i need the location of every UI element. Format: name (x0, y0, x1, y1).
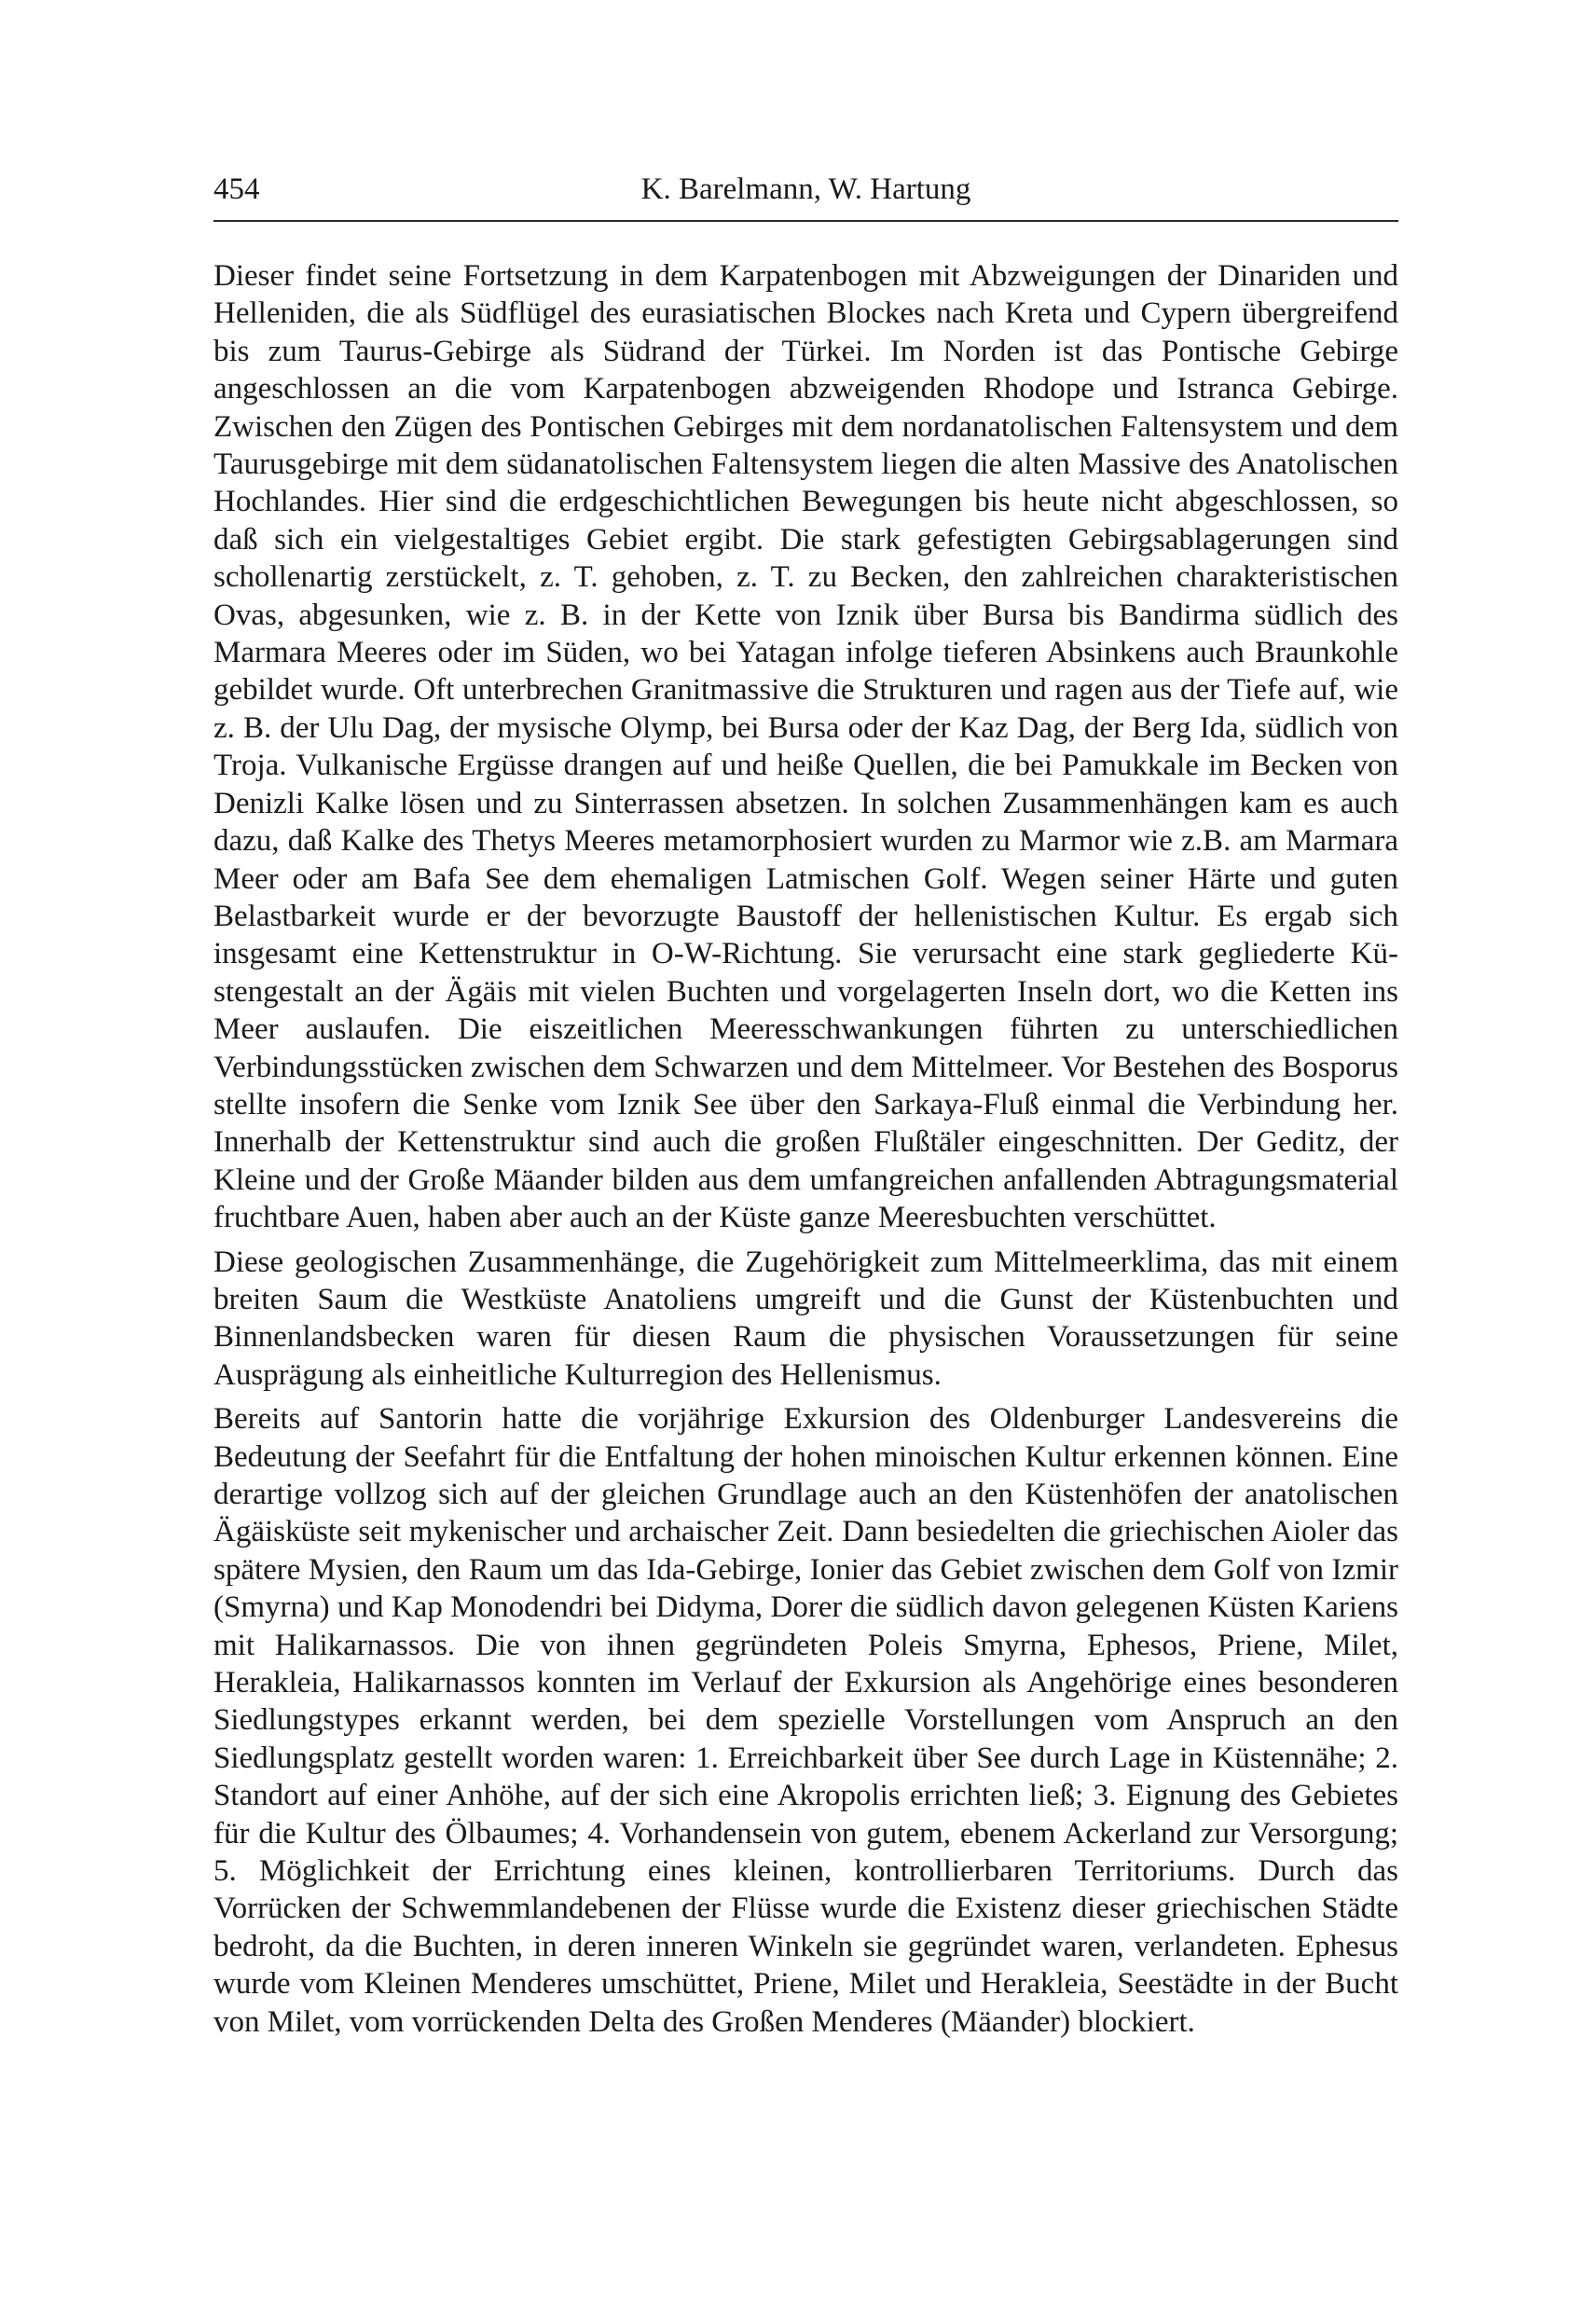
paragraph-climate: Diese geologischen Zusammenhänge, die Zugehörigkeit zum Mittelmeerklima, das mit einem breiten Saum die Westküste Anatoliens umgreift und die Gunst der Küstenbuchten und Binnenlandsbecken waren für diesen Raum die physischen Voraussetzungen für seine Ausprägung als einheitliche Kulturregion des Hellenismus. (213, 1245, 1398, 1392)
body-text (213, 257, 1398, 2047)
running-title: K. Barelmann, W. Hartung (640, 172, 971, 206)
paragraph-geology: Dieser findet seine Fortsetzung in dem Karpatenbogen mit Abzweigungen der Dinariden und Helleniden, die als Südflügel des eurasiatischen Blockes nach Kreta und Cypern übergreifend bis zum Taurus-Gebirge als Südrand der Türkei. Im Norden ist das Pontische Gebirge angeschlossen an die vom Karpatenbogen abzweigenden Rhodope und Istranca Gebirge. Zwischen den Zügen des Pontischen Gebirges mit dem nordanatolischen Faltensystem und dem Taurusgebirge mit dem südanatolischen Faltensystem liegen die alten Massive des Anatolischen Hochlandes. Hier sind die erdgeschichtlichen Bewegungen bis heute nicht abgeschlossen, so daß sich ein vielgestaltiges Gebiet ergibt. Die stark gefestigten Gebirgsablagerungen sind schollenartig zerstückelt, z. T. gehoben, z. T. zu Becken, den zahlreichen charakteristischen Ovas, abgesunken, wie z. B. in der Kette von Iznik über Bursa bis Bandirma südlich des Marmara Meeres oder im Süden, wo bei Yatagan infolge tieferen Absinkens auch Braunkohle gebildet wurde. Oft unterbrechen Granitmassive die Strukturen und ragen aus der Tiefe auf, wie z. B. der Ulu Dag, der mysische Olymp, bei Bursa oder der Kaz Dag, der Berg Ida, südlich von Troja. Vulkanische Ergüsse drangen auf und heiße Quellen, die bei Pamukkale im Becken von Denizli Kalke lösen und zu Sinterrassen absetzen. In solchen Zusammenhängen kam es auch dazu, daß Kalke des Thetys Meeres metamorphosiert wurden zu Marmor wie z.B. am Marmara Meer oder am Bafa See dem ehemaligen Latmischen Golf. Wegen seiner Härte und guten Belastbarkeit wurde er der bevorzugte Baustoff der hellenistischen Kultur. Es ergab sich insgesamt eine Kettenstruktur in O-W-Richtung. Sie verursacht eine stark gegliederte Küstengestalt an der Ägäis mit vielen Buchten und vorgelagerten Inseln dort, wo die Ketten ins Meer auslaufen. Die eiszeitlichen Meeresschwankungen führten zu unterschiedlichen Verbindungsstücken zwischen dem Schwarzen und dem Mittelmeer. Vor Bestehen des Bosporus stellte insofern die Senke vom Iznik See über den Sarkaya-Fluß einmal die Verbindung her. Innerhalb der Kettenstruktur sind auch die großen Flußtäler eingeschnitten. Der Geditz, der Kleine und der Große Mäander bilden aus dem umfangreichen anfallenden Abtragungsmaterial fruchtbare Auen, haben aber auch an der Küste ganze Meeresbuchten verschüttet. (213, 259, 1398, 1235)
header-rule (213, 220, 1398, 222)
page-number: 454 (213, 172, 260, 206)
running-head (213, 166, 1398, 213)
paragraph-settlement: Bereits auf Santorin hatte die vorjährige Exkursion des Oldenburger Landesvereins die Bedeutung der Seefahrt für die Entfaltung der hohen minoischen Kultur erkennen können. Eine derartige vollzog sich auf der gleichen Grundlage auch an den Küstenhöfen der anatolischen Ägäisküste seit mykenischer und archaischer Zeit. Dann besiedelten die griechischen Aioler das spätere Mysien, den Raum um das Ida-Gebirge, Ionier das Gebiet zwischen dem Golf von Izmir (Smyrna) und Kap Monodendri bei Didyma, Dorer die südlich davon gelegenen Küsten Kariens mit Halikarnassos. Die von ihnen gegründeten Poleis Smyrna, Ephesos, Priene, Milet, Herakleia, Halikarnassos konnten im Verlauf der Exkursion als Angehörige eines besonderen Siedlungstypes erkannt werden, bei dem spezielle Vorstellungen vom Anspruch an den Siedlungsplatz gestellt worden waren: 1. Erreichbarkeit über See durch Lage in Küstennähe; 2. Standort auf einer Anhöhe, auf der sich eine Akropolis errichten ließ; 3. Eignung des Gebietes für die Kultur des Ölbaumes; 4. Vorhandensein von gutem, ebenem Ackerland zur Versorgung; 5. Möglichkeit der Errichtung eines kleinen, kontrollierbaren Territoriums. Durch das Vorrücken der Schwemmlandebenen der Flüsse wurde die Existenz dieser griechischen Städte bedroht, da die Buchten, in deren inneren Winkeln sie gegründet waren, verlandeten. Ephesus wurde vom Kleinen Menderes umschüttet, Priene, Milet und Herakleia, Seestädte in der Bucht von Milet, vom vorrückenden Delta des Großen Menderes (Mäander) blockiert. (213, 1402, 1398, 2039)
